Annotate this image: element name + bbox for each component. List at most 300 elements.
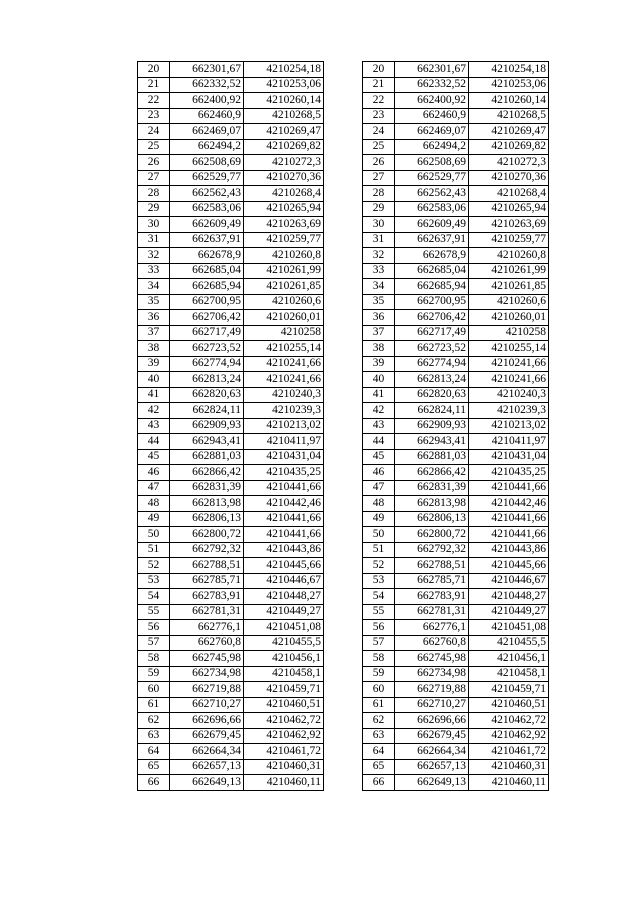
x-coordinate-cell: 662943,41 <box>170 434 244 450</box>
y-coordinate-cell: 4210263,69 <box>244 217 324 233</box>
y-coordinate-cell: 4210272,3 <box>469 155 549 171</box>
table-row <box>363 248 549 264</box>
point-number-cell: 50 <box>138 527 170 543</box>
table-row <box>363 604 549 620</box>
y-coordinate-cell: 4210254,18 <box>244 62 324 78</box>
table-row <box>363 139 549 155</box>
table-row <box>138 635 324 651</box>
y-coordinate-cell: 4210446,67 <box>469 573 549 589</box>
table-row <box>138 294 324 310</box>
y-coordinate-cell: 4210431,04 <box>244 449 324 465</box>
point-number-cell: 48 <box>138 496 170 512</box>
table-row <box>138 604 324 620</box>
x-coordinate-cell: 662792,32 <box>395 542 469 558</box>
table-row <box>363 341 549 357</box>
point-number-cell: 38 <box>138 341 170 357</box>
point-number-cell: 54 <box>138 589 170 605</box>
x-coordinate-cell: 662469,07 <box>395 124 469 140</box>
y-coordinate-cell: 4210263,69 <box>469 217 549 233</box>
x-coordinate-cell: 662637,91 <box>170 232 244 248</box>
x-coordinate-cell: 662866,42 <box>395 465 469 481</box>
y-coordinate-cell: 4210270,36 <box>469 170 549 186</box>
x-coordinate-cell: 662649,13 <box>395 775 469 791</box>
x-coordinate-cell: 662783,91 <box>395 589 469 605</box>
table-row <box>138 465 324 481</box>
table-row <box>363 666 549 682</box>
table-row <box>138 341 324 357</box>
y-coordinate-cell: 4210268,4 <box>469 186 549 202</box>
point-number-cell: 51 <box>363 542 395 558</box>
x-coordinate-cell: 662943,41 <box>395 434 469 450</box>
y-coordinate-cell: 4210462,92 <box>469 728 549 744</box>
x-coordinate-cell: 662696,66 <box>170 713 244 729</box>
x-coordinate-cell: 662774,94 <box>395 356 469 372</box>
table-row <box>138 356 324 372</box>
y-coordinate-cell: 4210240,3 <box>469 387 549 403</box>
point-number-cell: 27 <box>363 170 395 186</box>
table-row <box>363 449 549 465</box>
x-coordinate-cell: 662332,52 <box>395 77 469 93</box>
y-coordinate-cell: 4210455,5 <box>469 635 549 651</box>
table-row <box>138 170 324 186</box>
y-coordinate-cell: 4210269,47 <box>244 124 324 140</box>
y-coordinate-cell: 4210462,72 <box>469 713 549 729</box>
table-row <box>363 77 549 93</box>
x-coordinate-cell: 662657,13 <box>170 759 244 775</box>
point-number-cell: 45 <box>138 449 170 465</box>
table-row <box>363 155 549 171</box>
x-coordinate-cell: 662494,2 <box>395 139 469 155</box>
point-number-cell: 54 <box>363 589 395 605</box>
table-row <box>138 558 324 574</box>
table-row <box>138 108 324 124</box>
point-number-cell: 28 <box>138 186 170 202</box>
point-number-cell: 31 <box>363 232 395 248</box>
y-coordinate-cell: 4210269,82 <box>469 139 549 155</box>
table-row <box>138 589 324 605</box>
table-row <box>138 387 324 403</box>
table-row <box>138 573 324 589</box>
y-coordinate-cell: 4210241,66 <box>469 372 549 388</box>
point-number-cell: 42 <box>138 403 170 419</box>
table-row <box>138 542 324 558</box>
y-coordinate-cell: 4210241,66 <box>244 372 324 388</box>
point-number-cell: 62 <box>363 713 395 729</box>
x-coordinate-cell: 662760,8 <box>395 635 469 651</box>
y-coordinate-cell: 4210261,85 <box>469 279 549 295</box>
x-coordinate-cell: 662909,93 <box>395 418 469 434</box>
point-number-cell: 61 <box>363 697 395 713</box>
table-row <box>363 558 549 574</box>
x-coordinate-cell: 662719,88 <box>395 682 469 698</box>
table-row <box>363 713 549 729</box>
point-number-cell: 29 <box>138 201 170 217</box>
point-number-cell: 59 <box>138 666 170 682</box>
point-number-cell: 41 <box>363 387 395 403</box>
x-coordinate-cell: 662685,94 <box>170 279 244 295</box>
y-coordinate-cell: 4210255,14 <box>469 341 549 357</box>
x-coordinate-cell: 662820,63 <box>170 387 244 403</box>
point-number-cell: 35 <box>138 294 170 310</box>
x-coordinate-cell: 662774,94 <box>170 356 244 372</box>
y-coordinate-cell: 4210259,77 <box>469 232 549 248</box>
x-coordinate-cell: 662696,66 <box>395 713 469 729</box>
y-coordinate-cell: 4210449,27 <box>244 604 324 620</box>
point-number-cell: 33 <box>363 263 395 279</box>
x-coordinate-cell: 662866,42 <box>170 465 244 481</box>
y-coordinate-cell: 4210459,71 <box>469 682 549 698</box>
y-coordinate-cell: 4210260,6 <box>469 294 549 310</box>
table-row <box>138 418 324 434</box>
x-coordinate-cell: 662831,39 <box>170 480 244 496</box>
point-number-cell: 47 <box>138 480 170 496</box>
x-coordinate-cell: 662678,9 <box>170 248 244 264</box>
x-coordinate-cell: 662813,98 <box>170 496 244 512</box>
table-row <box>363 775 549 791</box>
table-row <box>138 449 324 465</box>
point-number-cell: 21 <box>138 77 170 93</box>
x-coordinate-cell: 662679,45 <box>170 728 244 744</box>
x-coordinate-cell: 662792,32 <box>170 542 244 558</box>
point-number-cell: 63 <box>138 728 170 744</box>
y-coordinate-cell: 4210272,3 <box>244 155 324 171</box>
point-number-cell: 22 <box>363 93 395 109</box>
x-coordinate-cell: 662649,13 <box>170 775 244 791</box>
y-coordinate-cell: 4210260,14 <box>244 93 324 109</box>
x-coordinate-cell: 662781,31 <box>395 604 469 620</box>
point-number-cell: 59 <box>363 666 395 682</box>
table-row <box>363 465 549 481</box>
point-number-cell: 44 <box>138 434 170 450</box>
point-number-cell: 43 <box>138 418 170 434</box>
point-number-cell: 60 <box>138 682 170 698</box>
point-number-cell: 25 <box>138 139 170 155</box>
x-coordinate-cell: 662664,34 <box>170 744 244 760</box>
y-coordinate-cell: 4210213,02 <box>244 418 324 434</box>
x-coordinate-cell: 662788,51 <box>395 558 469 574</box>
x-coordinate-cell: 662706,42 <box>395 310 469 326</box>
x-coordinate-cell: 662909,93 <box>170 418 244 434</box>
point-number-cell: 46 <box>138 465 170 481</box>
y-coordinate-cell: 4210253,06 <box>244 77 324 93</box>
table-row <box>138 201 324 217</box>
table-row <box>138 310 324 326</box>
table-row <box>138 279 324 295</box>
point-number-cell: 46 <box>363 465 395 481</box>
coordinates-table-body <box>363 62 549 791</box>
point-number-cell: 66 <box>138 775 170 791</box>
y-coordinate-cell: 4210441,66 <box>244 527 324 543</box>
x-coordinate-cell: 662785,71 <box>395 573 469 589</box>
point-number-cell: 60 <box>363 682 395 698</box>
point-number-cell: 23 <box>138 108 170 124</box>
y-coordinate-cell: 4210253,06 <box>469 77 549 93</box>
y-coordinate-cell: 4210260,8 <box>244 248 324 264</box>
y-coordinate-cell: 4210460,51 <box>469 697 549 713</box>
x-coordinate-cell: 662562,43 <box>170 186 244 202</box>
point-number-cell: 44 <box>363 434 395 450</box>
point-number-cell: 57 <box>363 635 395 651</box>
y-coordinate-cell: 4210260,6 <box>244 294 324 310</box>
x-coordinate-cell: 662562,43 <box>395 186 469 202</box>
y-coordinate-cell: 4210458,1 <box>244 666 324 682</box>
point-number-cell: 28 <box>363 186 395 202</box>
table-row <box>363 124 549 140</box>
y-coordinate-cell: 4210259,77 <box>244 232 324 248</box>
point-number-cell: 22 <box>138 93 170 109</box>
point-number-cell: 26 <box>363 155 395 171</box>
x-coordinate-cell: 662824,11 <box>170 403 244 419</box>
table-row <box>363 325 549 341</box>
y-coordinate-cell: 4210268,5 <box>244 108 324 124</box>
table-row <box>363 635 549 651</box>
x-coordinate-cell: 662806,13 <box>395 511 469 527</box>
y-coordinate-cell: 4210255,14 <box>244 341 324 357</box>
x-coordinate-cell: 662469,07 <box>170 124 244 140</box>
point-number-cell: 52 <box>363 558 395 574</box>
y-coordinate-cell: 4210455,5 <box>244 635 324 651</box>
coordinates-table-right <box>362 61 549 791</box>
point-number-cell: 36 <box>363 310 395 326</box>
point-number-cell: 40 <box>138 372 170 388</box>
table-row <box>138 263 324 279</box>
point-number-cell: 63 <box>363 728 395 744</box>
table-row <box>363 310 549 326</box>
table-row <box>363 372 549 388</box>
x-coordinate-cell: 662685,94 <box>395 279 469 295</box>
x-coordinate-cell: 662700,95 <box>170 294 244 310</box>
x-coordinate-cell: 662717,49 <box>170 325 244 341</box>
table-row <box>138 155 324 171</box>
table-row <box>363 434 549 450</box>
x-coordinate-cell: 662301,67 <box>395 62 469 78</box>
x-coordinate-cell: 662820,63 <box>395 387 469 403</box>
x-coordinate-cell: 662664,34 <box>395 744 469 760</box>
table-row <box>363 403 549 419</box>
y-coordinate-cell: 4210268,5 <box>469 108 549 124</box>
y-coordinate-cell: 4210460,11 <box>244 775 324 791</box>
point-number-cell: 31 <box>138 232 170 248</box>
point-number-cell: 32 <box>138 248 170 264</box>
point-number-cell: 56 <box>363 620 395 636</box>
table-row <box>138 775 324 791</box>
point-number-cell: 61 <box>138 697 170 713</box>
x-coordinate-cell: 662734,98 <box>170 666 244 682</box>
x-coordinate-cell: 662637,91 <box>395 232 469 248</box>
x-coordinate-cell: 662460,9 <box>395 108 469 124</box>
y-coordinate-cell: 4210239,3 <box>469 403 549 419</box>
point-number-cell: 29 <box>363 201 395 217</box>
x-coordinate-cell: 662460,9 <box>170 108 244 124</box>
table-row <box>138 248 324 264</box>
y-coordinate-cell: 4210448,27 <box>244 589 324 605</box>
table-row <box>138 372 324 388</box>
y-coordinate-cell: 4210460,51 <box>244 697 324 713</box>
y-coordinate-cell: 4210460,31 <box>469 759 549 775</box>
table-row <box>363 387 549 403</box>
y-coordinate-cell: 4210269,82 <box>244 139 324 155</box>
point-number-cell: 30 <box>138 217 170 233</box>
point-number-cell: 58 <box>138 651 170 667</box>
point-number-cell: 24 <box>363 124 395 140</box>
y-coordinate-cell: 4210462,72 <box>244 713 324 729</box>
table-row <box>363 170 549 186</box>
table-row <box>363 294 549 310</box>
y-coordinate-cell: 4210443,86 <box>244 542 324 558</box>
table-row <box>138 496 324 512</box>
x-coordinate-cell: 662678,9 <box>395 248 469 264</box>
y-coordinate-cell: 4210461,72 <box>244 744 324 760</box>
y-coordinate-cell: 4210448,27 <box>469 589 549 605</box>
point-number-cell: 50 <box>363 527 395 543</box>
point-number-cell: 49 <box>363 511 395 527</box>
y-coordinate-cell: 4210260,8 <box>469 248 549 264</box>
y-coordinate-cell: 4210445,66 <box>469 558 549 574</box>
x-coordinate-cell: 662776,1 <box>395 620 469 636</box>
point-number-cell: 51 <box>138 542 170 558</box>
y-coordinate-cell: 4210441,66 <box>469 480 549 496</box>
point-number-cell: 62 <box>138 713 170 729</box>
y-coordinate-cell: 4210265,94 <box>469 201 549 217</box>
coordinates-table-body <box>138 62 324 791</box>
table-row <box>138 620 324 636</box>
x-coordinate-cell: 662529,77 <box>395 170 469 186</box>
table-row <box>138 217 324 233</box>
point-number-cell: 65 <box>363 759 395 775</box>
y-coordinate-cell: 4210458,1 <box>469 666 549 682</box>
table-row <box>138 651 324 667</box>
y-coordinate-cell: 4210435,25 <box>244 465 324 481</box>
table-row <box>138 527 324 543</box>
table-row <box>363 217 549 233</box>
x-coordinate-cell: 662685,04 <box>170 263 244 279</box>
table-row <box>138 682 324 698</box>
table-row <box>138 93 324 109</box>
table-row <box>363 496 549 512</box>
x-coordinate-cell: 662723,52 <box>170 341 244 357</box>
point-number-cell: 42 <box>363 403 395 419</box>
x-coordinate-cell: 662745,98 <box>395 651 469 667</box>
point-number-cell: 48 <box>363 496 395 512</box>
point-number-cell: 38 <box>363 341 395 357</box>
x-coordinate-cell: 662881,03 <box>395 449 469 465</box>
table-row <box>363 263 549 279</box>
y-coordinate-cell: 4210254,18 <box>469 62 549 78</box>
x-coordinate-cell: 662806,13 <box>170 511 244 527</box>
point-number-cell: 53 <box>363 573 395 589</box>
point-number-cell: 37 <box>363 325 395 341</box>
point-number-cell: 26 <box>138 155 170 171</box>
point-number-cell: 24 <box>138 124 170 140</box>
point-number-cell: 66 <box>363 775 395 791</box>
table-row <box>363 108 549 124</box>
x-coordinate-cell: 662583,06 <box>170 201 244 217</box>
y-coordinate-cell: 4210269,47 <box>469 124 549 140</box>
table-row <box>363 418 549 434</box>
y-coordinate-cell: 4210260,01 <box>469 310 549 326</box>
y-coordinate-cell: 4210441,66 <box>244 511 324 527</box>
table-row <box>363 542 549 558</box>
y-coordinate-cell: 4210268,4 <box>244 186 324 202</box>
table-row <box>138 403 324 419</box>
y-coordinate-cell: 4210258 <box>469 325 549 341</box>
y-coordinate-cell: 4210441,66 <box>469 511 549 527</box>
x-coordinate-cell: 662776,1 <box>170 620 244 636</box>
y-coordinate-cell: 4210449,27 <box>469 604 549 620</box>
y-coordinate-cell: 4210441,66 <box>469 527 549 543</box>
point-number-cell: 49 <box>138 511 170 527</box>
y-coordinate-cell: 4210461,72 <box>469 744 549 760</box>
y-coordinate-cell: 4210213,02 <box>469 418 549 434</box>
point-number-cell: 33 <box>138 263 170 279</box>
y-coordinate-cell: 4210265,94 <box>244 201 324 217</box>
x-coordinate-cell: 662685,04 <box>395 263 469 279</box>
y-coordinate-cell: 4210451,08 <box>244 620 324 636</box>
point-number-cell: 43 <box>363 418 395 434</box>
point-number-cell: 65 <box>138 759 170 775</box>
y-coordinate-cell: 4210462,92 <box>244 728 324 744</box>
x-coordinate-cell: 662609,49 <box>170 217 244 233</box>
y-coordinate-cell: 4210411,97 <box>469 434 549 450</box>
table-row <box>138 325 324 341</box>
x-coordinate-cell: 662760,8 <box>170 635 244 651</box>
y-coordinate-cell: 4210442,46 <box>244 496 324 512</box>
table-row <box>363 232 549 248</box>
table-row <box>363 573 549 589</box>
point-number-cell: 35 <box>363 294 395 310</box>
x-coordinate-cell: 662508,69 <box>170 155 244 171</box>
table-row <box>363 589 549 605</box>
y-coordinate-cell: 4210451,08 <box>469 620 549 636</box>
x-coordinate-cell: 662609,49 <box>395 217 469 233</box>
y-coordinate-cell: 4210460,11 <box>469 775 549 791</box>
x-coordinate-cell: 662788,51 <box>170 558 244 574</box>
y-coordinate-cell: 4210258 <box>244 325 324 341</box>
point-number-cell: 53 <box>138 573 170 589</box>
table-row <box>363 697 549 713</box>
point-number-cell: 55 <box>138 604 170 620</box>
point-number-cell: 39 <box>363 356 395 372</box>
y-coordinate-cell: 4210460,31 <box>244 759 324 775</box>
table-row <box>363 728 549 744</box>
point-number-cell: 36 <box>138 310 170 326</box>
x-coordinate-cell: 662400,92 <box>395 93 469 109</box>
point-number-cell: 32 <box>363 248 395 264</box>
point-number-cell: 64 <box>138 744 170 760</box>
x-coordinate-cell: 662529,77 <box>170 170 244 186</box>
x-coordinate-cell: 662679,45 <box>395 728 469 744</box>
x-coordinate-cell: 662881,03 <box>170 449 244 465</box>
x-coordinate-cell: 662781,31 <box>170 604 244 620</box>
x-coordinate-cell: 662800,72 <box>395 527 469 543</box>
table-row <box>138 759 324 775</box>
y-coordinate-cell: 4210261,85 <box>244 279 324 295</box>
y-coordinate-cell: 4210446,67 <box>244 573 324 589</box>
x-coordinate-cell: 662717,49 <box>395 325 469 341</box>
x-coordinate-cell: 662301,67 <box>170 62 244 78</box>
y-coordinate-cell: 4210240,3 <box>244 387 324 403</box>
point-number-cell: 23 <box>363 108 395 124</box>
x-coordinate-cell: 662783,91 <box>170 589 244 605</box>
table-row <box>363 62 549 78</box>
y-coordinate-cell: 4210261,99 <box>244 263 324 279</box>
y-coordinate-cell: 4210456,1 <box>244 651 324 667</box>
table-row <box>363 651 549 667</box>
table-row <box>363 511 549 527</box>
table-row <box>363 682 549 698</box>
table-row <box>138 186 324 202</box>
point-number-cell: 55 <box>363 604 395 620</box>
